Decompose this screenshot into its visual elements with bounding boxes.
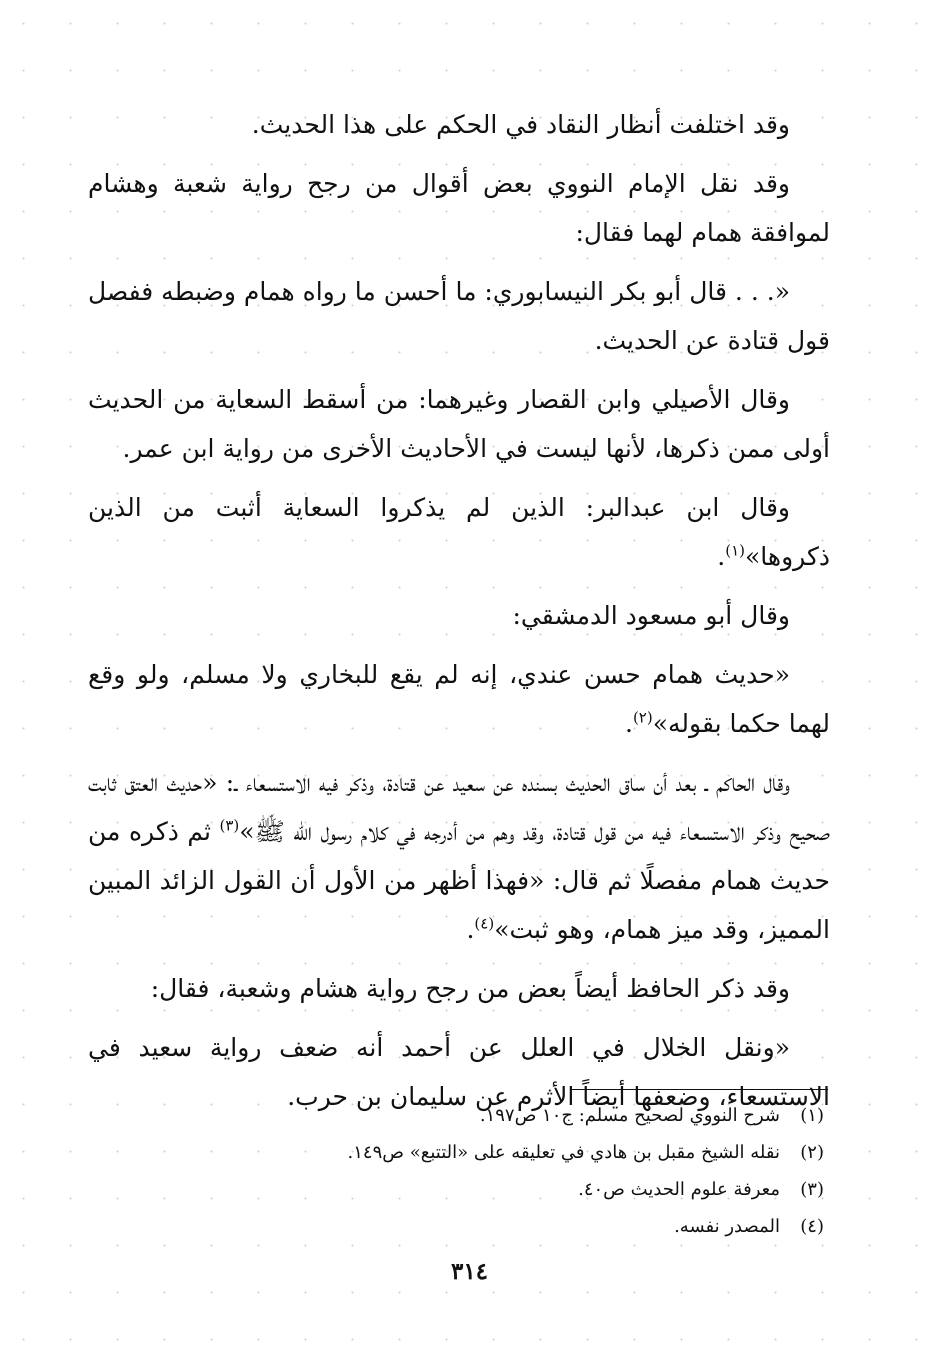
footnote-divider	[572, 1089, 828, 1090]
footnote-text: معرفة علوم الحديث ص٤٠.	[578, 1179, 780, 1200]
footnote-item	[88, 1134, 824, 1171]
footnote-reference[interactable]: (٤)	[474, 914, 495, 933]
paragraph: وقال ابن عبدالبر: الذين لم يذكروا السعاية أثبت من الذين ذكروها»$^{(١)}$.	[88, 493, 830, 571]
footnote-text: شرح النووي لصحيح مسلم: ج١٠ ص١٩٧.	[479, 1105, 780, 1126]
paragraph: وقال الحاكم ـ بعد أن ساق الحديث بسنده عن سعيد عن قتادة، وذكر فيه الاستسعاء ـ: «حديث العتق ثابت صحيح وذكر الاستسعاء فيه من قول قتادة، وقد وهم من أدرجه في كلام رسول الله ﷺ»$^{(٣)}$ ثم ذكره من حديث همام مفصلًا ثم قال: «فهذا أظهر من الأول أن القول الزائد المبين المميز، وقد ميز همام، وهو ثبت»$^{(٤)}$.	[88, 768, 830, 944]
footnote-number: (٣)	[800, 1179, 824, 1200]
footnote-item	[88, 1097, 824, 1134]
footnote-text: المصدر نفسه.	[674, 1216, 780, 1237]
paragraph: «ونقل الخلال في العلل عن أحمد أنه ضعف رواية سعيد في الاستسعاء، وضعفها أيضاً الأثرم عن سليمان بن حرب.	[88, 1033, 830, 1111]
paragraph: «حديث همام حسن عندي، إنه لم يقع للبخاري ولا مسلم، ولو وقع لهما حكما بقوله»$^{(٢)}$.	[88, 660, 830, 738]
paragraph: وقد ذكر الحافظ أيضاً بعض من رجح رواية هشام وشعبة، فقال:	[150, 974, 790, 1003]
main-text	[88, 100, 830, 1131]
footnote-reference[interactable]: (٢)	[632, 708, 653, 727]
footnote-item	[88, 1171, 824, 1208]
footnote-item	[88, 1208, 824, 1245]
paragraph: وقال الأصيلي وابن القصار وغيرهما: من أسقط السعاية من الحديث أولى ممن ذكرها، لأنها ليست في الأحاديث الأخرى من رواية ابن عمر.	[88, 385, 830, 463]
paragraph: وقد اختلفت أنظار النقاد في الحكم على هذا الحديث.	[251, 110, 790, 139]
paragraph: وقد نقل الإمام النووي بعض أقوال من رجح رواية شعبة وهشام لموافقة همام لهما فقال:	[88, 169, 830, 247]
footnote-reference[interactable]: (١)	[725, 541, 745, 560]
footnote-reference[interactable]: (٣)	[219, 816, 240, 835]
footnote-number: (٢)	[800, 1142, 824, 1163]
footnote-text: نقله الشيخ مقبل بن هادي في تعليقه على «التتبع» ص١٤٩.	[347, 1142, 780, 1163]
paragraph: «. . . قال أبو بكر النيسابوري: ما أحسن ما رواه همام وضبطه ففصل قول قتادة عن الحديث.	[88, 277, 830, 355]
page-number: ٣١٤	[450, 1258, 489, 1285]
paragraph: وقال أبو مسعود الدمشقي:	[512, 601, 790, 630]
footnote-number: (١)	[800, 1105, 824, 1126]
footnotes	[88, 1097, 824, 1245]
footnote-number: (٤)	[800, 1216, 824, 1237]
